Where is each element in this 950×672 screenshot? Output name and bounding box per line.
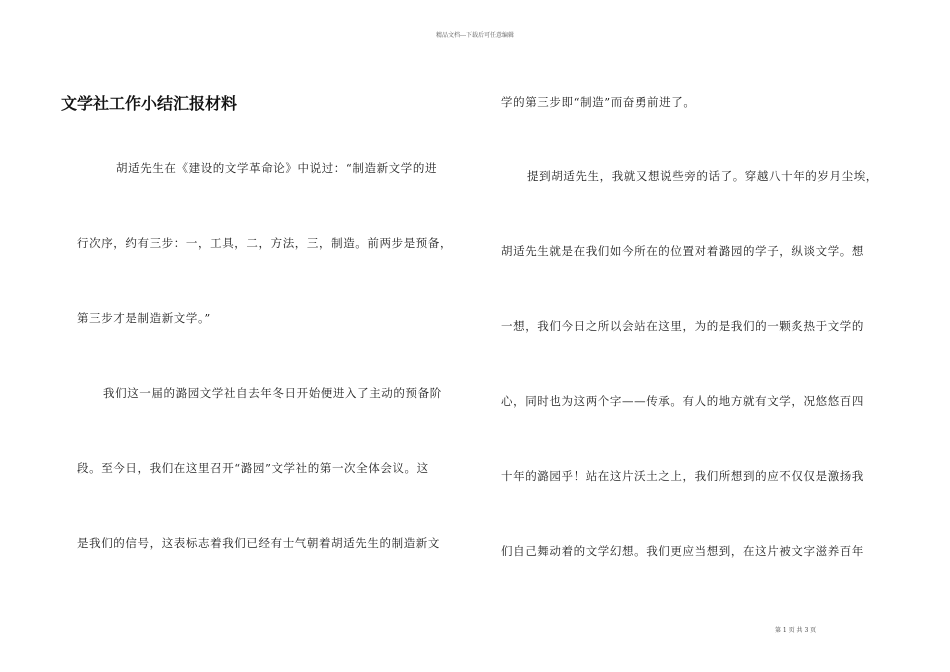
text-line: 胡适先生就是在我们如今所在的位置对着潞园的学子，纵谈文学。想 (501, 244, 864, 258)
text-line: 们自己舞动着的文学幻想。我们更应当想到，在这片被文字滋养百年 (501, 544, 864, 558)
text-line: 第三步才是制造新文学。” (77, 311, 211, 325)
page-number: 第 1 页 共 3 页 (775, 627, 817, 634)
page-header: 精品文档---下载后可任意编辑 (435, 32, 515, 39)
text-line: 行次序，约有三步：一，工具，二，方法，三，制造。前两步是预备， (77, 236, 453, 250)
text-line: 我们这一届的潞园文学社自去年冬日开始便进入了主动的预备阶 (103, 386, 442, 400)
document-title: 文学社工作小结汇报材料 (61, 94, 238, 113)
text-line: 胡适先生在《建设的文学革命论》中说过：“制造新文学的进 (116, 161, 438, 175)
text-line: 段。至今日，我们在这里召开“潞园”文学社的第一次全体会议。这 (77, 461, 429, 475)
text-line: 一想，我们今日之所以会站在这里，为的是我们的一颗炙热于文学的 (501, 319, 864, 333)
text-line: 心，同时也为这两个字——传承。有人的地方就有文学，况悠悠百四 (501, 394, 864, 408)
text-line: 学的第三步即“制造”而奋勇前进了。 (501, 95, 696, 109)
text-line: 十年的潞园乎！站在这片沃土之上，我们所想到的应不仅仅是激扬我 (501, 469, 864, 483)
text-line: 提到胡适先生，我就又想说些旁的话了。穿越八十年的岁月尘埃， (527, 169, 878, 183)
text-line: 是我们的信号，这表标志着我们已经有士气朝着胡适先生的制造新文 (77, 536, 440, 550)
